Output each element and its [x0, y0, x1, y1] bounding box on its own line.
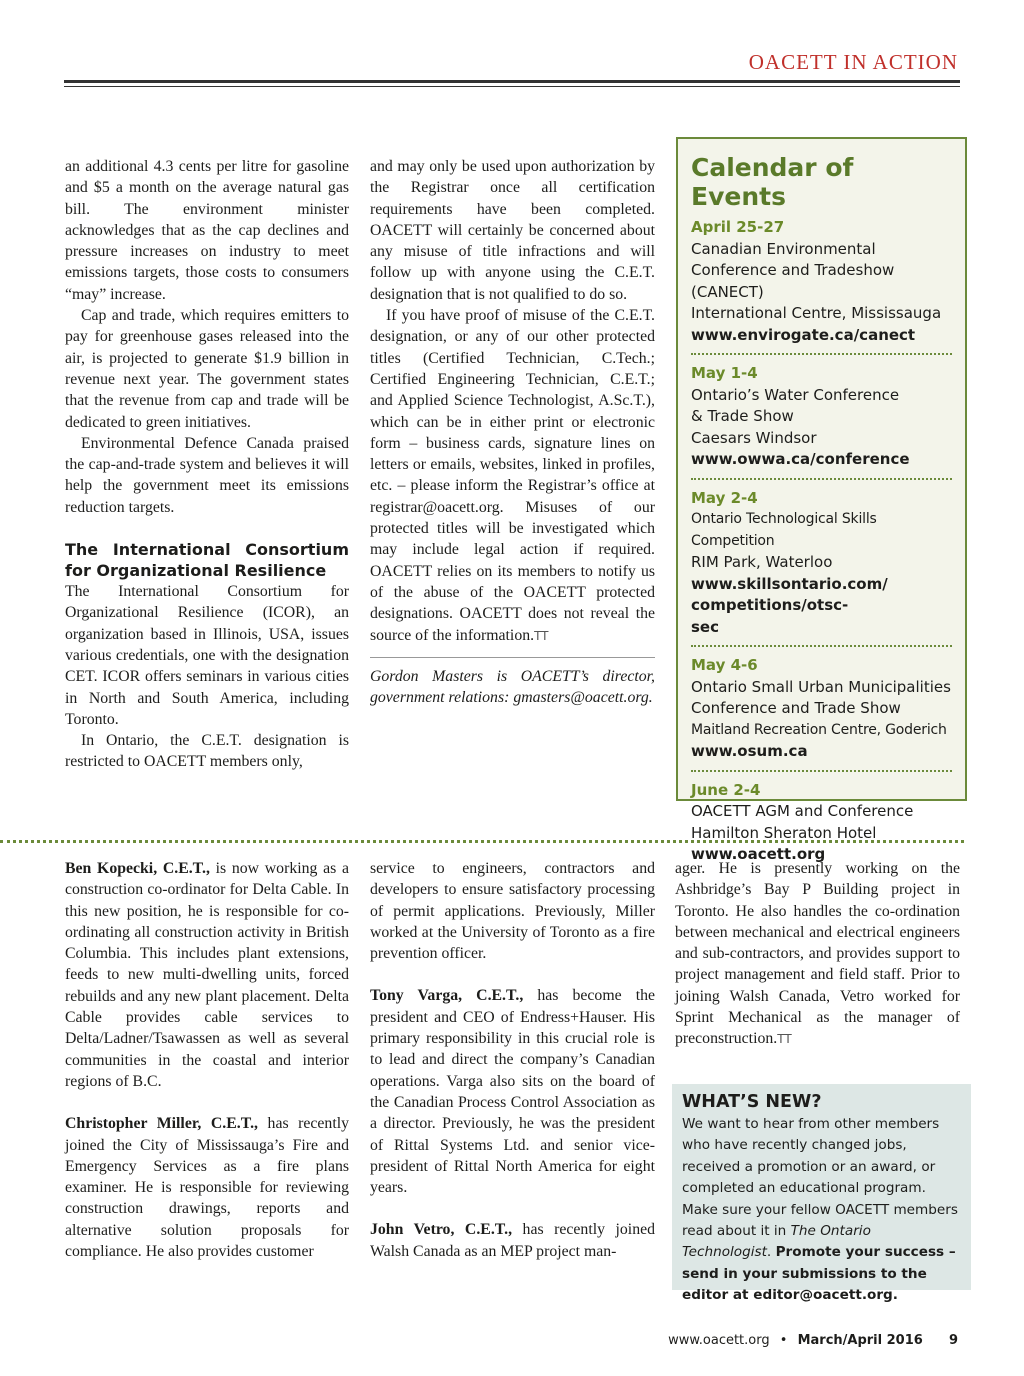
- header-rule-thin: [64, 86, 960, 87]
- calendar-title: Calendar of Events: [691, 153, 854, 211]
- event-line: & Trade Show: [691, 407, 794, 425]
- whats-new-box: [672, 1084, 971, 1304]
- whats-new-callout[interactable]: Promote your success – send in your submissions to the editor at editor@oacett.org.: [682, 1244, 956, 1304]
- people-entry-continued: [675, 858, 960, 1051]
- paragraph: and may only be used upon authorization by the Registrar once all certification requirements have been completed. OACETT will certainly be concerned about any misuse of title infractions and will follow up with anyone using the C.E.T. designation that is not qualified to do so.: [370, 158, 655, 303]
- person-text: has become the president and CEO of Endress+Hauser. His primary responsibility in this crucial role is to lead and direct the company’s Canadian operations. Varga also sits on the board of the Canadian Process Control Association as a director. Previously, he was the president of Rittal Systems Ltd. and senior vice-president of Rittal North America for eight years.: [370, 987, 656, 1197]
- people-column-3: [675, 858, 960, 1051]
- event-link[interactable]: www.envirogate.ca/canect: [691, 325, 916, 344]
- event-link[interactable]: www.skillsontario.com/ competitions/otsc-sec: [691, 574, 888, 636]
- page-footer: [668, 1333, 958, 1348]
- whats-new-punct: .: [766, 1244, 776, 1261]
- article-column-1: [65, 156, 349, 773]
- calendar-box: [676, 137, 967, 863]
- people-entry: [370, 985, 655, 1198]
- people-entry-continued: service to engineers, contractors and developers to ensure satisfactory processing of permit applications. Previously, Miller worked at the University of Toronto as a fire prevention officer.: [370, 860, 655, 963]
- event-link[interactable]: www.owwa.ca/conference: [691, 450, 910, 468]
- dotted-divider: [691, 478, 952, 480]
- whats-new-body: We want to hear from other members who have recently changed jobs, received a promotion or an award, or completed an educational program. Make sure your fellow OACETT members read about it in: [682, 1116, 958, 1240]
- person-text: has recently joined Walsh Canada as an MEP project man-: [370, 1221, 655, 1260]
- section-label: OACETT IN ACTION: [748, 50, 958, 74]
- paragraph: In Ontario, the C.E.T. designation is restricted to OACETT members only,: [65, 732, 349, 771]
- footer-issue: March/April 2016: [797, 1333, 923, 1348]
- calendar-event: [691, 780, 952, 866]
- event-link[interactable]: www.oacett.org: [691, 845, 826, 863]
- section-divider: [0, 840, 964, 843]
- paragraph-text: If you have proof of misuse of the C.E.T. designation, or any of our other protected titles (Certified Technician, C.Tech.; Certified Engineering Technician, C.E.T.; and Applied Science Technologist, A.Sc.T.), which can be in either print or electronic form – business cards, signature lines on letters or emails, websites, linked in profiles, etc. – please inform the Registrar’s office at registrar@oacett.org. Misuses of our protected titles will be investigated which may include legal action if required. OACETT relies on its members to notify us of the abuse of the OACETT protected designations. OACETT does not reveal the source of the information.: [370, 307, 655, 644]
- event-link[interactable]: www.osum.ca: [691, 742, 808, 760]
- event-date: May 4-6: [691, 656, 758, 674]
- event-line: Ontario’s Water Conference: [691, 385, 900, 404]
- event-line: Ontario Technological Skills Competition: [691, 511, 877, 549]
- bio-divider: [370, 657, 655, 658]
- calendar-event: [691, 363, 952, 471]
- paragraph: an additional 4.3 cents per litre for gasoline and $5 a month on the average natural gas bill. The environment minister acknowledges that as the cap declines and pressure increases on industry to meet emissions targets, those costs to consumers “may” increase.: [65, 158, 349, 303]
- event-line: Ontario Small Urban Municipalities: [691, 677, 951, 696]
- whats-new-text: [682, 1114, 961, 1307]
- end-mark-icon: TT: [534, 628, 549, 643]
- footer-site[interactable]: www.oacett.org: [668, 1333, 770, 1348]
- people-entry: [65, 858, 349, 1092]
- event-line: Maitland Recreation Centre, Goderich: [691, 721, 947, 738]
- article-column-2: [370, 156, 655, 708]
- event-date: May 1-4: [691, 364, 758, 382]
- person-name: Christopher Miller, C.E.T.,: [65, 1115, 258, 1133]
- paragraph: The International Consortium for Organizational Resilience (ICOR), an organization based in Illinois, USA, issues various credentials, one with the designation CET. ICOR offers seminars in various cities in North and South America, including Toronto.: [65, 583, 349, 728]
- header-rule: [64, 80, 960, 83]
- event-date: April 25-27: [691, 218, 785, 236]
- paragraph: [370, 305, 655, 647]
- people-column-2: [370, 858, 655, 1262]
- calendar-event: [691, 217, 952, 346]
- paragraph: Environmental Defence Canada praised the cap-and-trade system and believes it will help the government meet its emissions reduction targets.: [65, 434, 349, 516]
- event-date: May 2-4: [691, 488, 758, 507]
- event-line: Conference and Trade Show: [691, 699, 901, 717]
- end-mark-icon: TT: [777, 1032, 792, 1047]
- author-bio: Gordon Masters is OACETT’s director, government relations: gmasters@oacett.org.: [370, 667, 655, 707]
- event-line: International Centre, Mississauga: [691, 304, 942, 322]
- person-text: is now working as a construction co-ordinator for Delta Cable. In this new position, he is responsible for co-ordinating all construction activity in British Columbia. This includes plant extensions, feeds to new multi-dwelling units, forced rebuilds and any new plant placement. Delta Cable provides cable services to Delta/Ladner/Tsawassen as well as several communities in the coastal and interior regions of B.C.: [65, 860, 349, 1090]
- people-column-1: [65, 858, 349, 1262]
- dotted-divider: [691, 770, 952, 772]
- event-line: RIM Park, Waterloo: [691, 553, 833, 571]
- section-subhead: The International Consortium for Organizational Resilience: [65, 540, 349, 581]
- person-name: John Vetro, C.E.T.,: [370, 1221, 513, 1239]
- dotted-divider: [691, 645, 952, 647]
- person-text: ager. He is presently working on the Ashbridge’s Bay P Building project in Toronto. He also handles the co-ordination between mechanical and electrical engineers and sub-contractors, and provides support to project management and field staff. Prior to joining Walsh Canada, Vetro worked for Sprint Mechanical as the manager of preconstruction.: [675, 860, 960, 1048]
- event-line: Canadian Environmental Conference and Tradeshow (CANECT): [691, 239, 895, 301]
- person-name: Tony Varga, C.E.T.,: [370, 987, 524, 1005]
- event-line: Caesars Windsor: [691, 428, 817, 447]
- event-line: Hamilton Sheraton Hotel: [691, 823, 877, 842]
- calendar-event: [691, 488, 952, 639]
- people-entry: [65, 1113, 349, 1262]
- person-text: has recently joined the City of Mississauga’s Fire and Emergency Services as a fire plans examiner. He is responsible for reviewing construction drawings, reports and alternative solution proposals for compliance. He also provides customer: [65, 1115, 350, 1261]
- whats-new-title: WHAT’S NEW?: [682, 1092, 822, 1112]
- footer-bullet: •: [779, 1333, 788, 1348]
- paragraph: Cap and trade, which requires emitters to pay for greenhouse gases released into the air, is projected to generate $1.9 billion in revenue next year. The government states that the revenue from cap and trade will be dedicated to green initiatives.: [65, 307, 349, 431]
- person-name: Ben Kopecki, C.E.T.,: [65, 860, 210, 877]
- page-number: 9: [948, 1333, 958, 1348]
- people-entry: [370, 1219, 655, 1262]
- calendar-event: [691, 655, 952, 763]
- dotted-divider: [691, 353, 952, 355]
- event-line: OACETT AGM and Conference: [691, 802, 914, 820]
- publication-title: The Ontario Technologist: [682, 1223, 871, 1261]
- event-date: June 2-4: [691, 780, 761, 799]
